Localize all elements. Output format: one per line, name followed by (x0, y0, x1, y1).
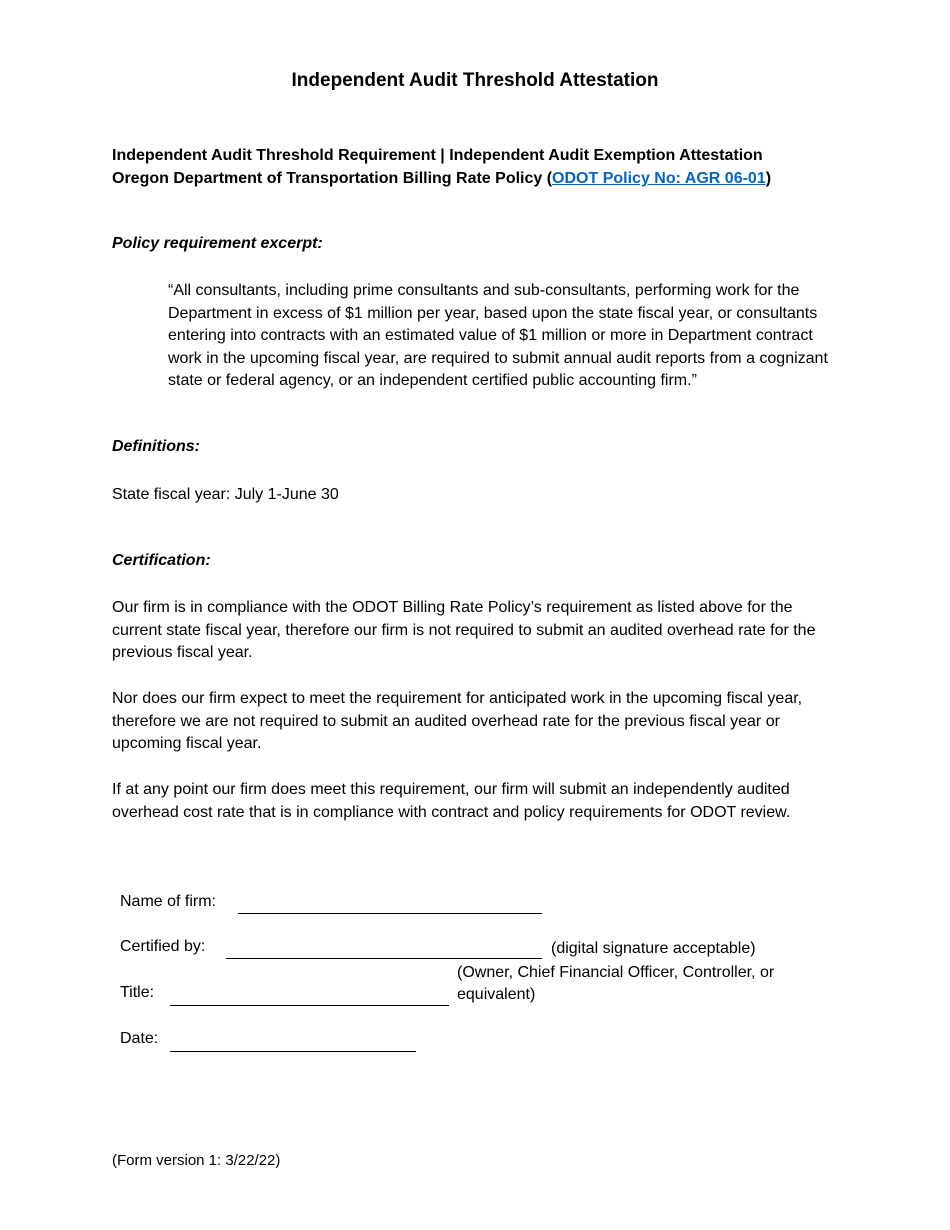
firm-name-field[interactable] (238, 913, 542, 914)
subheading-line1: Independent Audit Threshold Requirement | Independent Audit Exemption Attestation (112, 147, 763, 164)
policy-excerpt-label: Policy requirement excerpt: (112, 235, 323, 252)
certified-by-note: (digital signature acceptable) (551, 940, 756, 957)
firm-name-label: Name of firm: (120, 893, 217, 910)
title-note: (Owner, Chief Financial Officer, Controller, or equivalent) (457, 964, 775, 1003)
document-title: Independent Audit Threshold Attestation (291, 70, 659, 91)
subheading (112, 144, 832, 190)
policy-excerpt-quote: “All consultants, including prime consultants and sub-consultants, performing work for the Department in excess of $1 million per year, based upon the state fiscal year, or consultants entering into contracts with an estimated value of $1 million or more in Department contract work in the upcoming fiscal year, are required to submit annual audit reports from a cognizant state or federal agency, or an independent certified public accounting firm.” (168, 282, 828, 390)
date-label: Date: (120, 1030, 159, 1047)
certification-paragraph-1: Our firm is in compliance with the ODOT Billing Rate Policy’s requirement as listed above for the current state fiscal year, therefore our firm is not required to submit an audited overhead rate for the previous fiscal year. (112, 599, 816, 662)
date-field[interactable] (170, 1051, 416, 1052)
form-version-footer: (Form version 1: 3/22/22) (112, 1152, 281, 1169)
subheading-line2: Oregon Department of Transportation Billing Rate Policy (ODOT Policy No: AGR 06-01) (112, 170, 772, 187)
certified-by-field[interactable] (226, 958, 542, 959)
policy-link[interactable]: ODOT Policy No: AGR 06-01 (552, 170, 766, 187)
certification-paragraph-2: Nor does our firm expect to meet the requirement for anticipated work in the upcoming fiscal year, therefore we are not required to submit an audited overhead rate for the previous fiscal year or upcoming fiscal year. (112, 690, 803, 753)
title-field[interactable] (170, 1005, 449, 1006)
title-label: Title: (120, 984, 155, 1001)
definitions-text: State fiscal year: July 1-June 30 (112, 486, 339, 503)
certification-label: Certification: (112, 552, 211, 569)
certified-by-label: Certified by: (120, 938, 206, 955)
definitions-label: Definitions: (112, 438, 200, 455)
certification-paragraph-3: If at any point our firm does meet this requirement, our firm will submit an independently audited overhead cost rate that is in compliance with contract and policy requirements for ODOT review. (112, 781, 791, 821)
